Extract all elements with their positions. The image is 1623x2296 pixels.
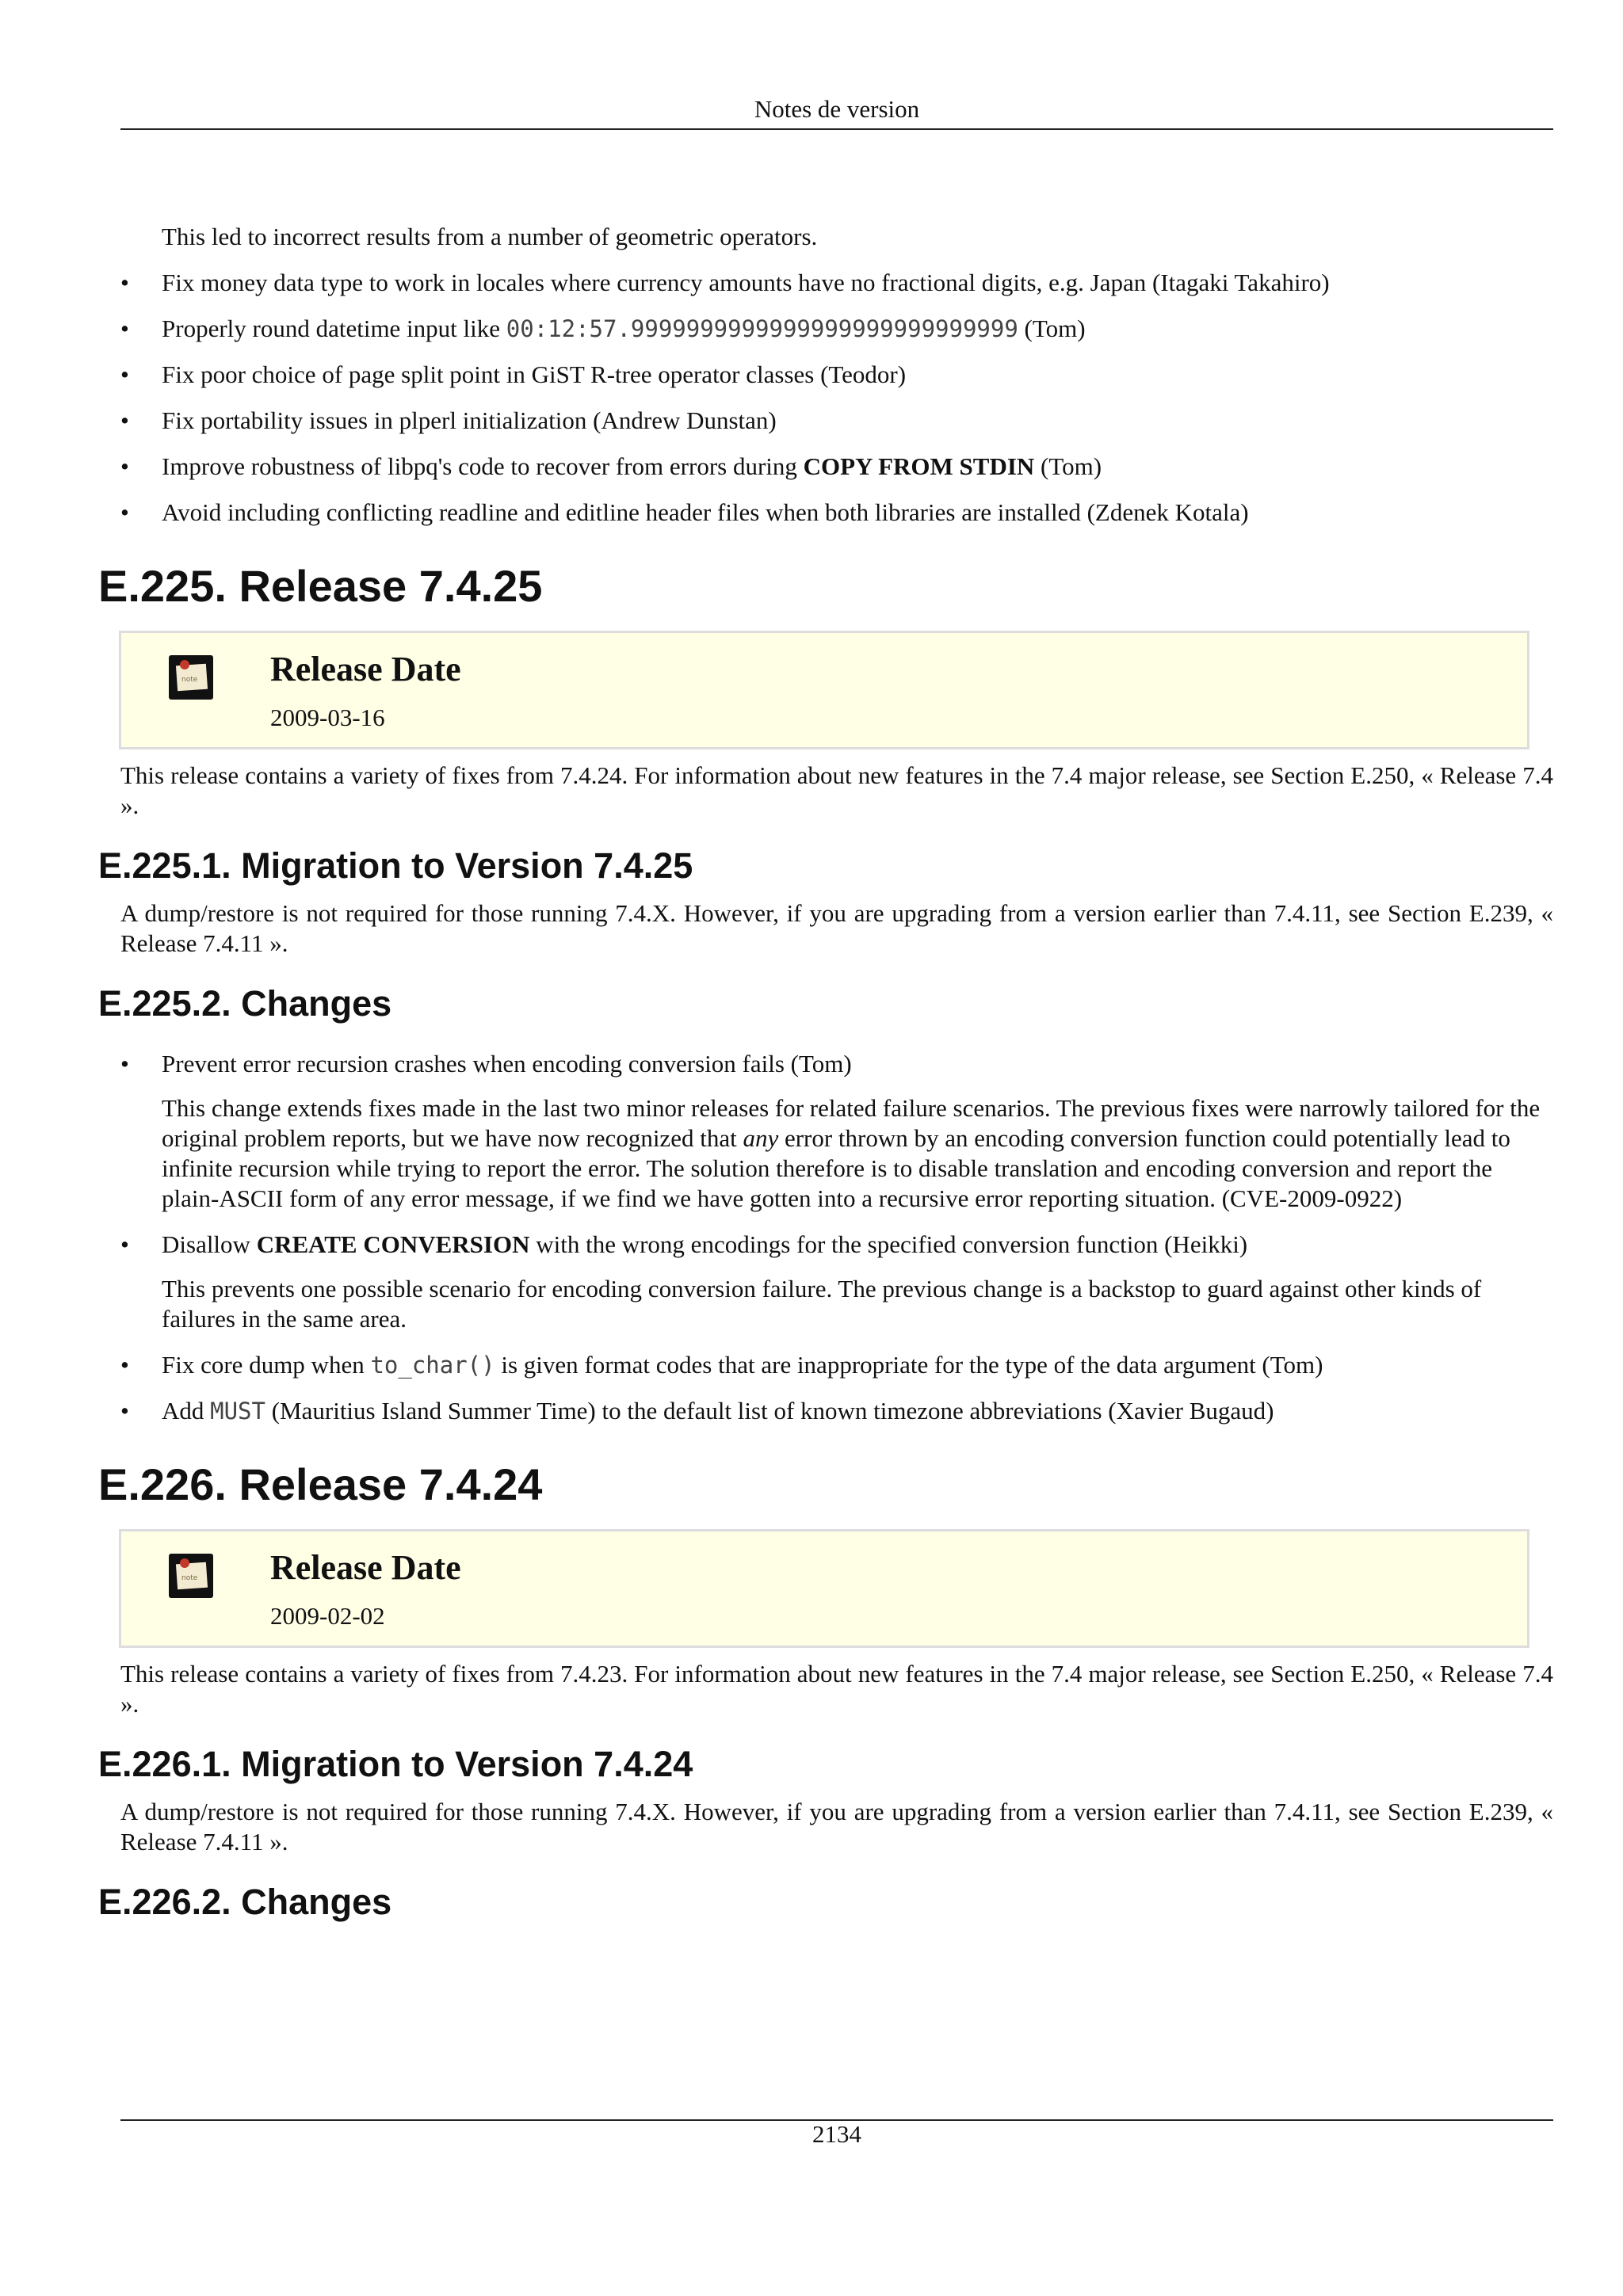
note-title: Release Date — [270, 1548, 461, 1587]
bullet: • — [120, 1230, 129, 1258]
note-icon: note — [169, 1554, 213, 1598]
bullet: • — [120, 452, 129, 480]
list-item: • Add MUST (Mauritius Island Summer Time) to the default list of known timezone abbreviations (Xavier Bugaud) — [120, 1397, 1274, 1425]
migration-heading-7424: E.226.1. Migration to Version 7.4.24 — [98, 1744, 693, 1784]
release-date: 2009-02-02 — [270, 1602, 385, 1630]
list-item: • Fix portability issues in plperl initialization (Andrew Dunstan) — [120, 406, 777, 434]
list-item: • Prevent error recursion crashes when encoding conversion fails (Tom) This change extends fixes made in the last two minor releases for related failure scenarios. The previous fixes were narrowly tailored for the original problem reports, but we have now recognized that any error thrown by an encoding conversion function could potentially lead to infinite recursion while trying to report the error. The solution therefore is to disable translation and encoding conversion and report the plain-ASCII form of any error message, if we find we have gotten into a recursive error reporting situation. (CVE-2009-0922) — [120, 1049, 1553, 1214]
change-detail: This change extends fixes made in the last two minor releases for related failure scenarios. The previous fixes were narrowly tailored for the original problem reports, but we have now recognized that any error thrown by an encoding conversion function could potentially lead to infinite recursion while trying to report the error. The solution therefore is to disable translation and encoding conversion and report the plain-ASCII form of any error message, if we find we have gotten into a recursive error reporting situation. (CVE-2009-0922) — [162, 1094, 1541, 1212]
release-date-note — [119, 631, 1529, 749]
page-content — [98, 222, 1553, 1935]
list-item: • Fix poor choice of page split point in GiST R-tree operator classes (Teodor) — [120, 360, 907, 388]
bullet: • — [120, 498, 129, 526]
release-date: 2009-03-16 — [270, 704, 385, 731]
bullet: • — [120, 269, 129, 296]
release-summary: This release contains a variety of fixes from 7.4.23. For information about new features in the 7.4 major release, see Section E.250, « Release 7.4 ». — [120, 1660, 1553, 1718]
list-item: • Disallow CREATE CONVERSION with the wrong encodings for the specified conversion function (Heikki) This prevents one possible scenario for encoding conversion failure. The previous change is a backstop to guard against other kinds of failures in the same area. — [120, 1230, 1553, 1334]
page-number: 2134 — [812, 2120, 861, 2148]
continuation-paragraph: This led to incorrect results from a number of geometric operators. — [162, 223, 818, 250]
note-icon: note — [169, 655, 213, 700]
section-heading-7424: E.226. Release 7.4.24 — [98, 1459, 543, 1509]
bullet: • — [120, 1397, 129, 1425]
note-title: Release Date — [270, 650, 461, 688]
release-summary: This release contains a variety of fixes from 7.4.24. For information about new features in the 7.4 major release, see Section E.250, « Release 7.4 ». — [120, 761, 1553, 819]
command-name: CREATE CONVERSION — [256, 1230, 530, 1258]
code-literal: MUST — [210, 1398, 265, 1425]
changes-heading-7425: E.225.2. Changes — [98, 983, 392, 1024]
code-literal: 00:12:57.9999999999999999999999999999 — [506, 315, 1018, 342]
list-item: • Fix money data type to work in locales where currency amounts have no fractional digits, e.g. Japan (Itagaki Takahiro) — [120, 269, 1330, 296]
command-name: COPY FROM STDIN — [803, 452, 1035, 480]
bullet: • — [120, 1050, 129, 1077]
list-item: • Fix core dump when to_char() is given format codes that are inappropriate for the type of the data argument (Tom) — [120, 1351, 1323, 1379]
release-date-note — [119, 1529, 1529, 1648]
changes-heading-7424: E.226.2. Changes — [98, 1882, 392, 1922]
code-literal: to_char() — [370, 1352, 495, 1379]
migration-text: A dump/restore is not required for those running 7.4.X. However, if you are upgrading from a version earlier than 7.4.11, see Section E.239, « Release 7.4.11 ». — [120, 899, 1553, 957]
section-heading-7425: E.225. Release 7.4.25 — [98, 561, 543, 611]
bullet: • — [120, 360, 129, 388]
bullet: • — [120, 1351, 129, 1379]
header-rule — [120, 128, 1553, 130]
migration-heading-7425: E.225.1. Migration to Version 7.4.25 — [98, 845, 693, 886]
list-item: • Properly round datetime input like 00:12:57.9999999999999999999999999999 (Tom) — [120, 315, 1086, 342]
bullet: • — [120, 406, 129, 434]
changes-list — [120, 1049, 1553, 1426]
list-item: • Avoid including conflicting readline and editline header files when both libraries are installed (Zdenek Kotala) — [120, 498, 1249, 526]
change-detail: This prevents one possible scenario for encoding conversion failure. The previous change is a backstop to guard against other kinds of failures in the same area. — [162, 1275, 1482, 1333]
list-item: • Improve robustness of libpq's code to recover from errors during COPY FROM STDIN (Tom) — [120, 452, 1102, 480]
bullet: • — [120, 315, 129, 342]
migration-text: A dump/restore is not required for those running 7.4.X. However, if you are upgrading from a version earlier than 7.4.11, see Section E.239, « Release 7.4.11 ». — [120, 1798, 1553, 1855]
running-header: Notes de version — [754, 95, 920, 123]
intro-list — [120, 268, 1553, 528]
